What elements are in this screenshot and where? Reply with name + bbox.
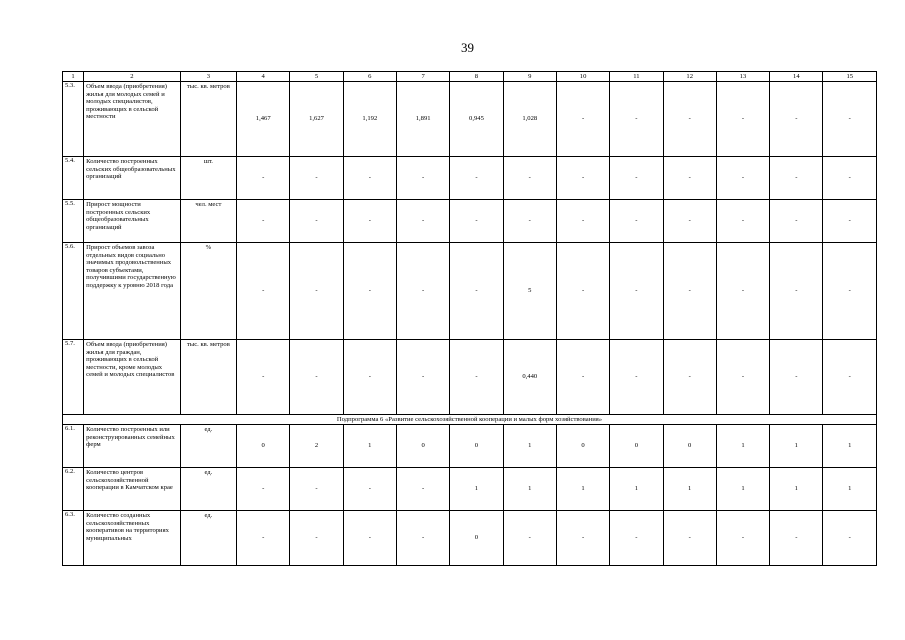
row-code: 5.6. [63, 243, 84, 340]
value-cell: 0 [610, 425, 663, 468]
value-cell: 1 [770, 425, 823, 468]
value-cell: - [663, 243, 716, 340]
value-cell: 0 [396, 425, 449, 468]
value-cell: - [610, 157, 663, 200]
value-cell: - [503, 511, 556, 566]
value-cell: - [770, 157, 823, 200]
value-cell: - [823, 243, 877, 340]
value-cell: - [610, 511, 663, 566]
value-cell: - [396, 468, 449, 511]
value-cell: 1 [823, 425, 877, 468]
unit-of-measure: % [180, 243, 236, 340]
value-cell: - [343, 243, 396, 340]
value-cell: 1 [503, 468, 556, 511]
table-row [63, 243, 877, 340]
column-header: 13 [716, 72, 769, 82]
value-cell: - [663, 340, 716, 415]
value-cell: - [503, 157, 556, 200]
value-cell: 0 [237, 425, 290, 468]
value-cell: 1 [503, 425, 556, 468]
value-cell: - [450, 200, 503, 243]
value-cell: - [610, 340, 663, 415]
value-cell: - [343, 468, 396, 511]
column-header: 7 [396, 72, 449, 82]
unit-of-measure: ед. [180, 468, 236, 511]
column-header: 4 [237, 72, 290, 82]
unit-of-measure: ед. [180, 425, 236, 468]
column-header: 14 [770, 72, 823, 82]
value-cell: 1 [556, 468, 609, 511]
unit-of-measure: тыс. кв. метров [180, 82, 236, 157]
column-header: 6 [343, 72, 396, 82]
value-cell: - [290, 157, 343, 200]
indicator-table [62, 71, 877, 566]
value-cell: 1 [343, 425, 396, 468]
indicator-name: Прирост объемов завоза отдельных видов социально значимых продовольственных товаров субъектами, получившими государственную поддержку к уровню 2018 года [84, 243, 181, 340]
value-cell: - [823, 157, 877, 200]
value-cell: 0,440 [503, 340, 556, 415]
table-row [63, 468, 877, 511]
value-cell: - [770, 243, 823, 340]
value-cell: 1,627 [290, 82, 343, 157]
value-cell: - [396, 157, 449, 200]
value-cell: 0 [450, 511, 503, 566]
table-row [63, 157, 877, 200]
value-cell: - [450, 340, 503, 415]
row-code: 5.3. [63, 82, 84, 157]
value-cell: - [770, 340, 823, 415]
indicator-name: Объем ввода (приобретения) жилья для молодых семей и молодых специалистов, проживающих в сельской местности [84, 82, 181, 157]
value-cell: - [237, 340, 290, 415]
table-row [63, 511, 877, 566]
value-cell: - [610, 243, 663, 340]
value-cell: - [770, 511, 823, 566]
value-cell: - [396, 340, 449, 415]
indicator-name: Количество построенных сельских общеобразовательных организаций [84, 157, 181, 200]
indicator-name: Прирост мощности построенных сельских общеобразовательных организаций [84, 200, 181, 243]
column-header: 2 [84, 72, 181, 82]
value-cell: - [290, 200, 343, 243]
value-cell: - [716, 511, 769, 566]
value-cell: - [237, 243, 290, 340]
row-code: 6.3. [63, 511, 84, 566]
value-cell: - [716, 200, 769, 243]
subprogram-row [63, 415, 877, 425]
value-cell: - [290, 340, 343, 415]
column-header: 9 [503, 72, 556, 82]
value-cell: 1 [823, 468, 877, 511]
value-cell: - [343, 511, 396, 566]
value-cell: - [343, 340, 396, 415]
column-header: 1 [63, 72, 84, 82]
table-row [63, 340, 877, 415]
value-cell: - [556, 157, 609, 200]
value-cell: 0 [556, 425, 609, 468]
column-header: 10 [556, 72, 609, 82]
value-cell: - [396, 511, 449, 566]
value-cell: - [716, 82, 769, 157]
value-cell: - [290, 468, 343, 511]
value-cell: 1 [716, 425, 769, 468]
header-row [63, 72, 877, 82]
table-row [63, 200, 877, 243]
value-cell: - [237, 468, 290, 511]
unit-of-measure: тыс. кв. метров [180, 340, 236, 415]
value-cell: - [610, 82, 663, 157]
value-cell: 5 [503, 243, 556, 340]
value-cell: - [770, 82, 823, 157]
value-cell: - [556, 243, 609, 340]
value-cell: - [610, 200, 663, 243]
row-code: 6.1. [63, 425, 84, 468]
column-header: 3 [180, 72, 236, 82]
table-row [63, 82, 877, 157]
value-cell: - [716, 340, 769, 415]
value-cell: - [343, 200, 396, 243]
value-cell: - [716, 157, 769, 200]
value-cell: - [450, 157, 503, 200]
value-cell: - [556, 340, 609, 415]
value-cell: - [503, 200, 556, 243]
value-cell: - [663, 511, 716, 566]
value-cell: 1 [770, 468, 823, 511]
indicator-name: Количество построенных или реконструированных семейных ферм [84, 425, 181, 468]
indicator-name: Объем ввода (приобретения) жилья для граждан, проживающих в сельской местности, кроме молодых семей и молодых специалистов [84, 340, 181, 415]
value-cell: 1,891 [396, 82, 449, 157]
value-cell: - [396, 200, 449, 243]
unit-of-measure: чел. мест [180, 200, 236, 243]
column-header: 15 [823, 72, 877, 82]
value-cell: - [556, 82, 609, 157]
row-code: 5.5. [63, 200, 84, 243]
value-cell: - [663, 200, 716, 243]
row-code: 5.7. [63, 340, 84, 415]
value-cell: - [237, 157, 290, 200]
value-cell: 1,028 [503, 82, 556, 157]
unit-of-measure: шт. [180, 157, 236, 200]
value-cell: 1 [450, 468, 503, 511]
value-cell: 0 [663, 425, 716, 468]
value-cell: - [770, 200, 823, 243]
value-cell: - [556, 200, 609, 243]
unit-of-measure: ед. [180, 511, 236, 566]
value-cell: 1 [610, 468, 663, 511]
value-cell: - [663, 157, 716, 200]
value-cell: - [290, 243, 343, 340]
value-cell: 0,945 [450, 82, 503, 157]
value-cell: 1,467 [237, 82, 290, 157]
subprogram-title: Подпрограмма 6 «Развитие сельскохозяйственной кооперации и малых форм хозяйствования» [63, 415, 877, 425]
value-cell: 1 [663, 468, 716, 511]
value-cell: - [823, 200, 877, 243]
value-cell: - [290, 511, 343, 566]
value-cell: - [823, 340, 877, 415]
indicator-name: Количество центров сельскохозяйственной кооперации в Камчатском крае [84, 468, 181, 511]
value-cell: 2 [290, 425, 343, 468]
value-cell: - [396, 243, 449, 340]
value-cell: 1 [716, 468, 769, 511]
column-header: 12 [663, 72, 716, 82]
value-cell: - [823, 511, 877, 566]
column-header: 11 [610, 72, 663, 82]
value-cell: 0 [450, 425, 503, 468]
table-row [63, 425, 877, 468]
value-cell: 1,192 [343, 82, 396, 157]
value-cell: - [237, 511, 290, 566]
row-code: 6.2. [63, 468, 84, 511]
value-cell: - [823, 82, 877, 157]
page-number: 39 [461, 40, 474, 55]
row-code: 5.4. [63, 157, 84, 200]
column-header: 8 [450, 72, 503, 82]
value-cell: - [716, 243, 769, 340]
indicator-name: Количество созданных сельскохозяйственных кооперативов на территориях муниципальных [84, 511, 181, 566]
column-header: 5 [290, 72, 343, 82]
value-cell: - [663, 82, 716, 157]
value-cell: - [450, 243, 503, 340]
value-cell: - [556, 511, 609, 566]
value-cell: - [343, 157, 396, 200]
value-cell: - [237, 200, 290, 243]
